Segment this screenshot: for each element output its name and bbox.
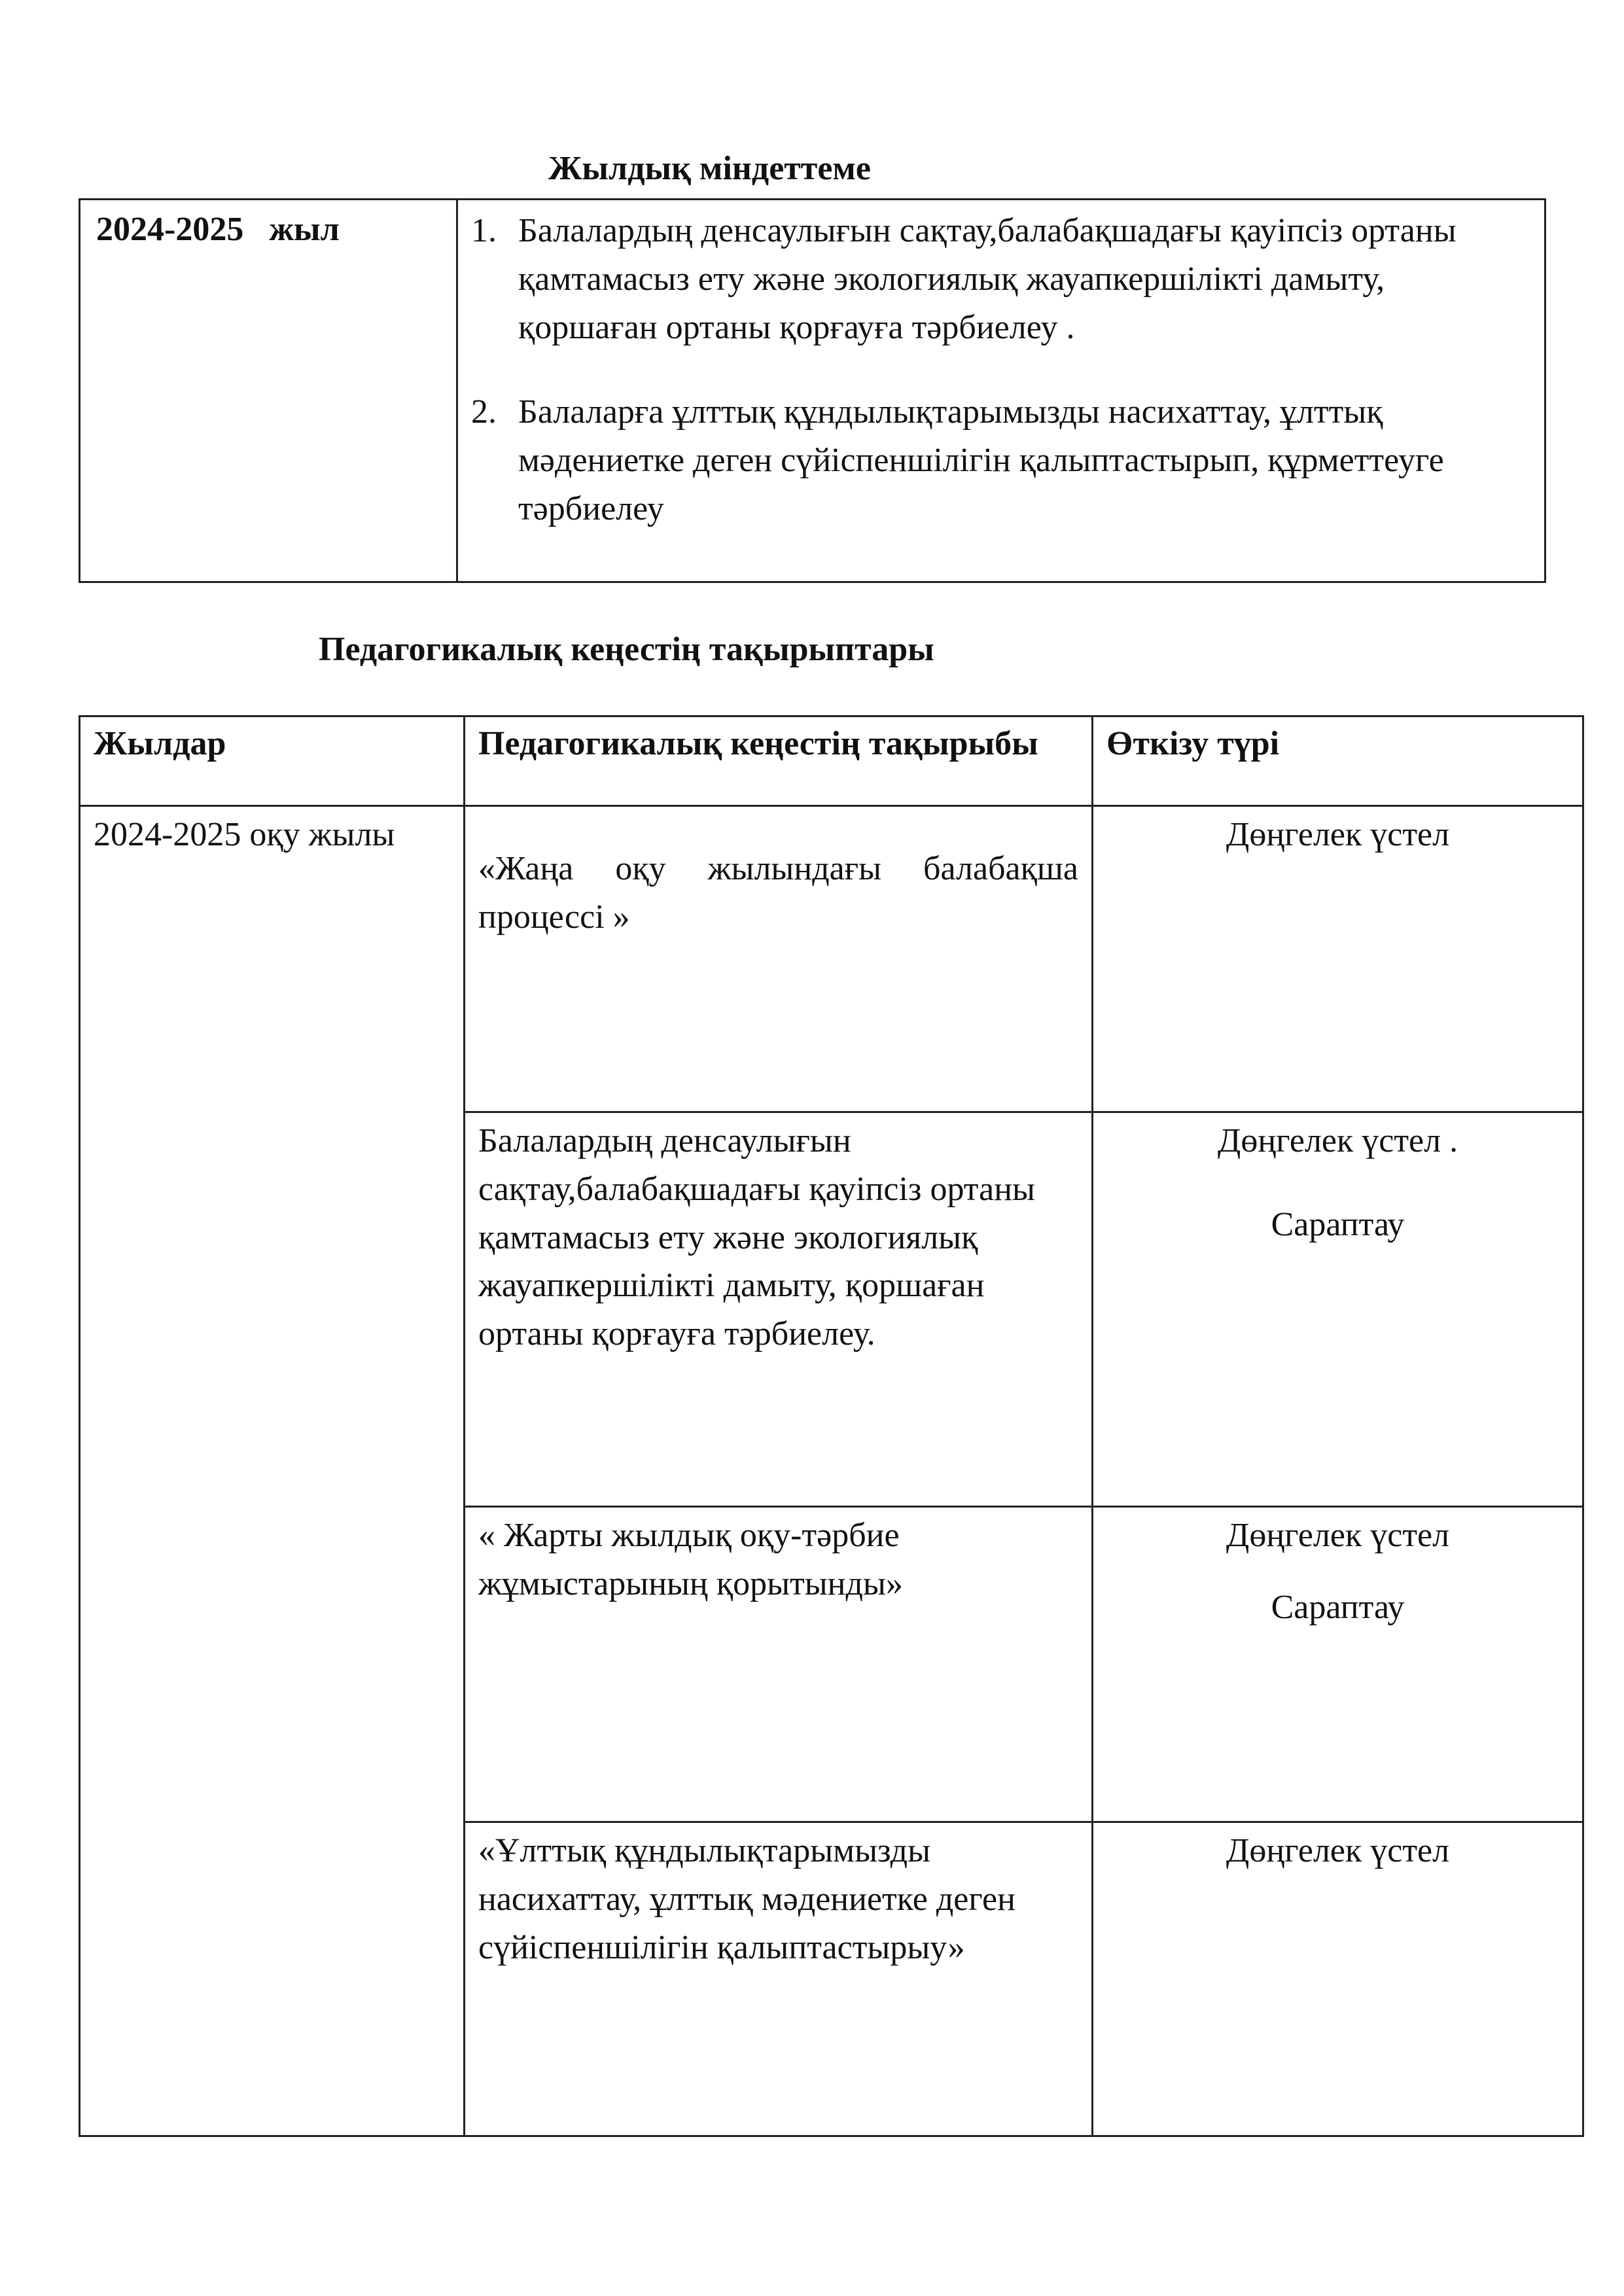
commitment-items-cell — [457, 200, 1545, 582]
table-row — [80, 200, 1545, 582]
pedagogical-council-table — [79, 715, 1584, 2137]
type-label: Дөңгелек үстел — [1226, 1517, 1450, 1554]
type-label: Сараптау — [1271, 1205, 1405, 1243]
year-cell: 2024-2025 жыл — [80, 200, 457, 582]
type-cell — [1093, 1112, 1583, 1507]
pedagogical-council-title: Педагогикалық кеңестің тақырыптары — [319, 631, 934, 668]
list-item-number: 1. — [471, 212, 497, 249]
header-years: Жылдар — [80, 716, 465, 806]
type-label: Дөңгелек үстел — [1226, 1832, 1450, 1869]
topic-cell: «Ұлттық құндылықтарымызды насихаттау, ұлттық мәдениетке деген сүйіспеншілігін қалыптастырыу» — [465, 1822, 1093, 2136]
topic-cell: «Жаңа оқу жылындағы балабақша процессі » — [465, 806, 1093, 1112]
list-item-text: Балаларға ұлттық құндылықтарымызды насихаттау, ұлттық мәдениетке деген сүйіспеншілігін қалыптастырып, құрметтеуге тәрбиелеу — [518, 393, 1444, 528]
type-cell — [1093, 1507, 1583, 1822]
list-item-number: 2. — [471, 393, 497, 431]
list-item — [471, 207, 1525, 351]
commitment-list — [471, 207, 1525, 533]
table-row — [80, 806, 1583, 1112]
type-label: Дөңгелек үстел . — [1217, 1122, 1458, 1159]
topic-cell: Балалардың денсаулығын сақтау,балабақшадағы қауіпсіз ортаны қамтамасыз ету және экологиялық жауапкершілікті дамыту, қоршаған ортаны қорғауға тәрбиелеу. — [465, 1112, 1093, 1507]
type-label: Сараптау — [1271, 1588, 1405, 1626]
type-cell — [1093, 1822, 1583, 2136]
annual-commitment-title: Жылдық міндеттеме — [548, 150, 871, 187]
header-topic: Педагогикалық кеңестің тақырыбы — [465, 716, 1093, 806]
year-cell: 2024-2025 оқу жылы — [80, 806, 465, 2136]
table-header-row — [80, 716, 1583, 806]
list-item-text: Балалардың денсаулығын сақтау,балабақшадағы қауіпсіз ортаны қамтамасыз ету және экологиялық жауапкершілікті дамыту, қоршаған ортаны қорғауға тәрбиелеу . — [518, 212, 1456, 346]
type-cell — [1093, 806, 1583, 1112]
type-label: Дөңгелек үстел — [1226, 816, 1450, 853]
annual-commitment-table — [79, 198, 1546, 583]
list-item — [471, 388, 1525, 533]
topic-cell: « Жарты жылдық оқу-тәрбие жұмыстарының қорытынды» — [465, 1507, 1093, 1822]
header-type: Өткізу түрі — [1093, 716, 1583, 806]
